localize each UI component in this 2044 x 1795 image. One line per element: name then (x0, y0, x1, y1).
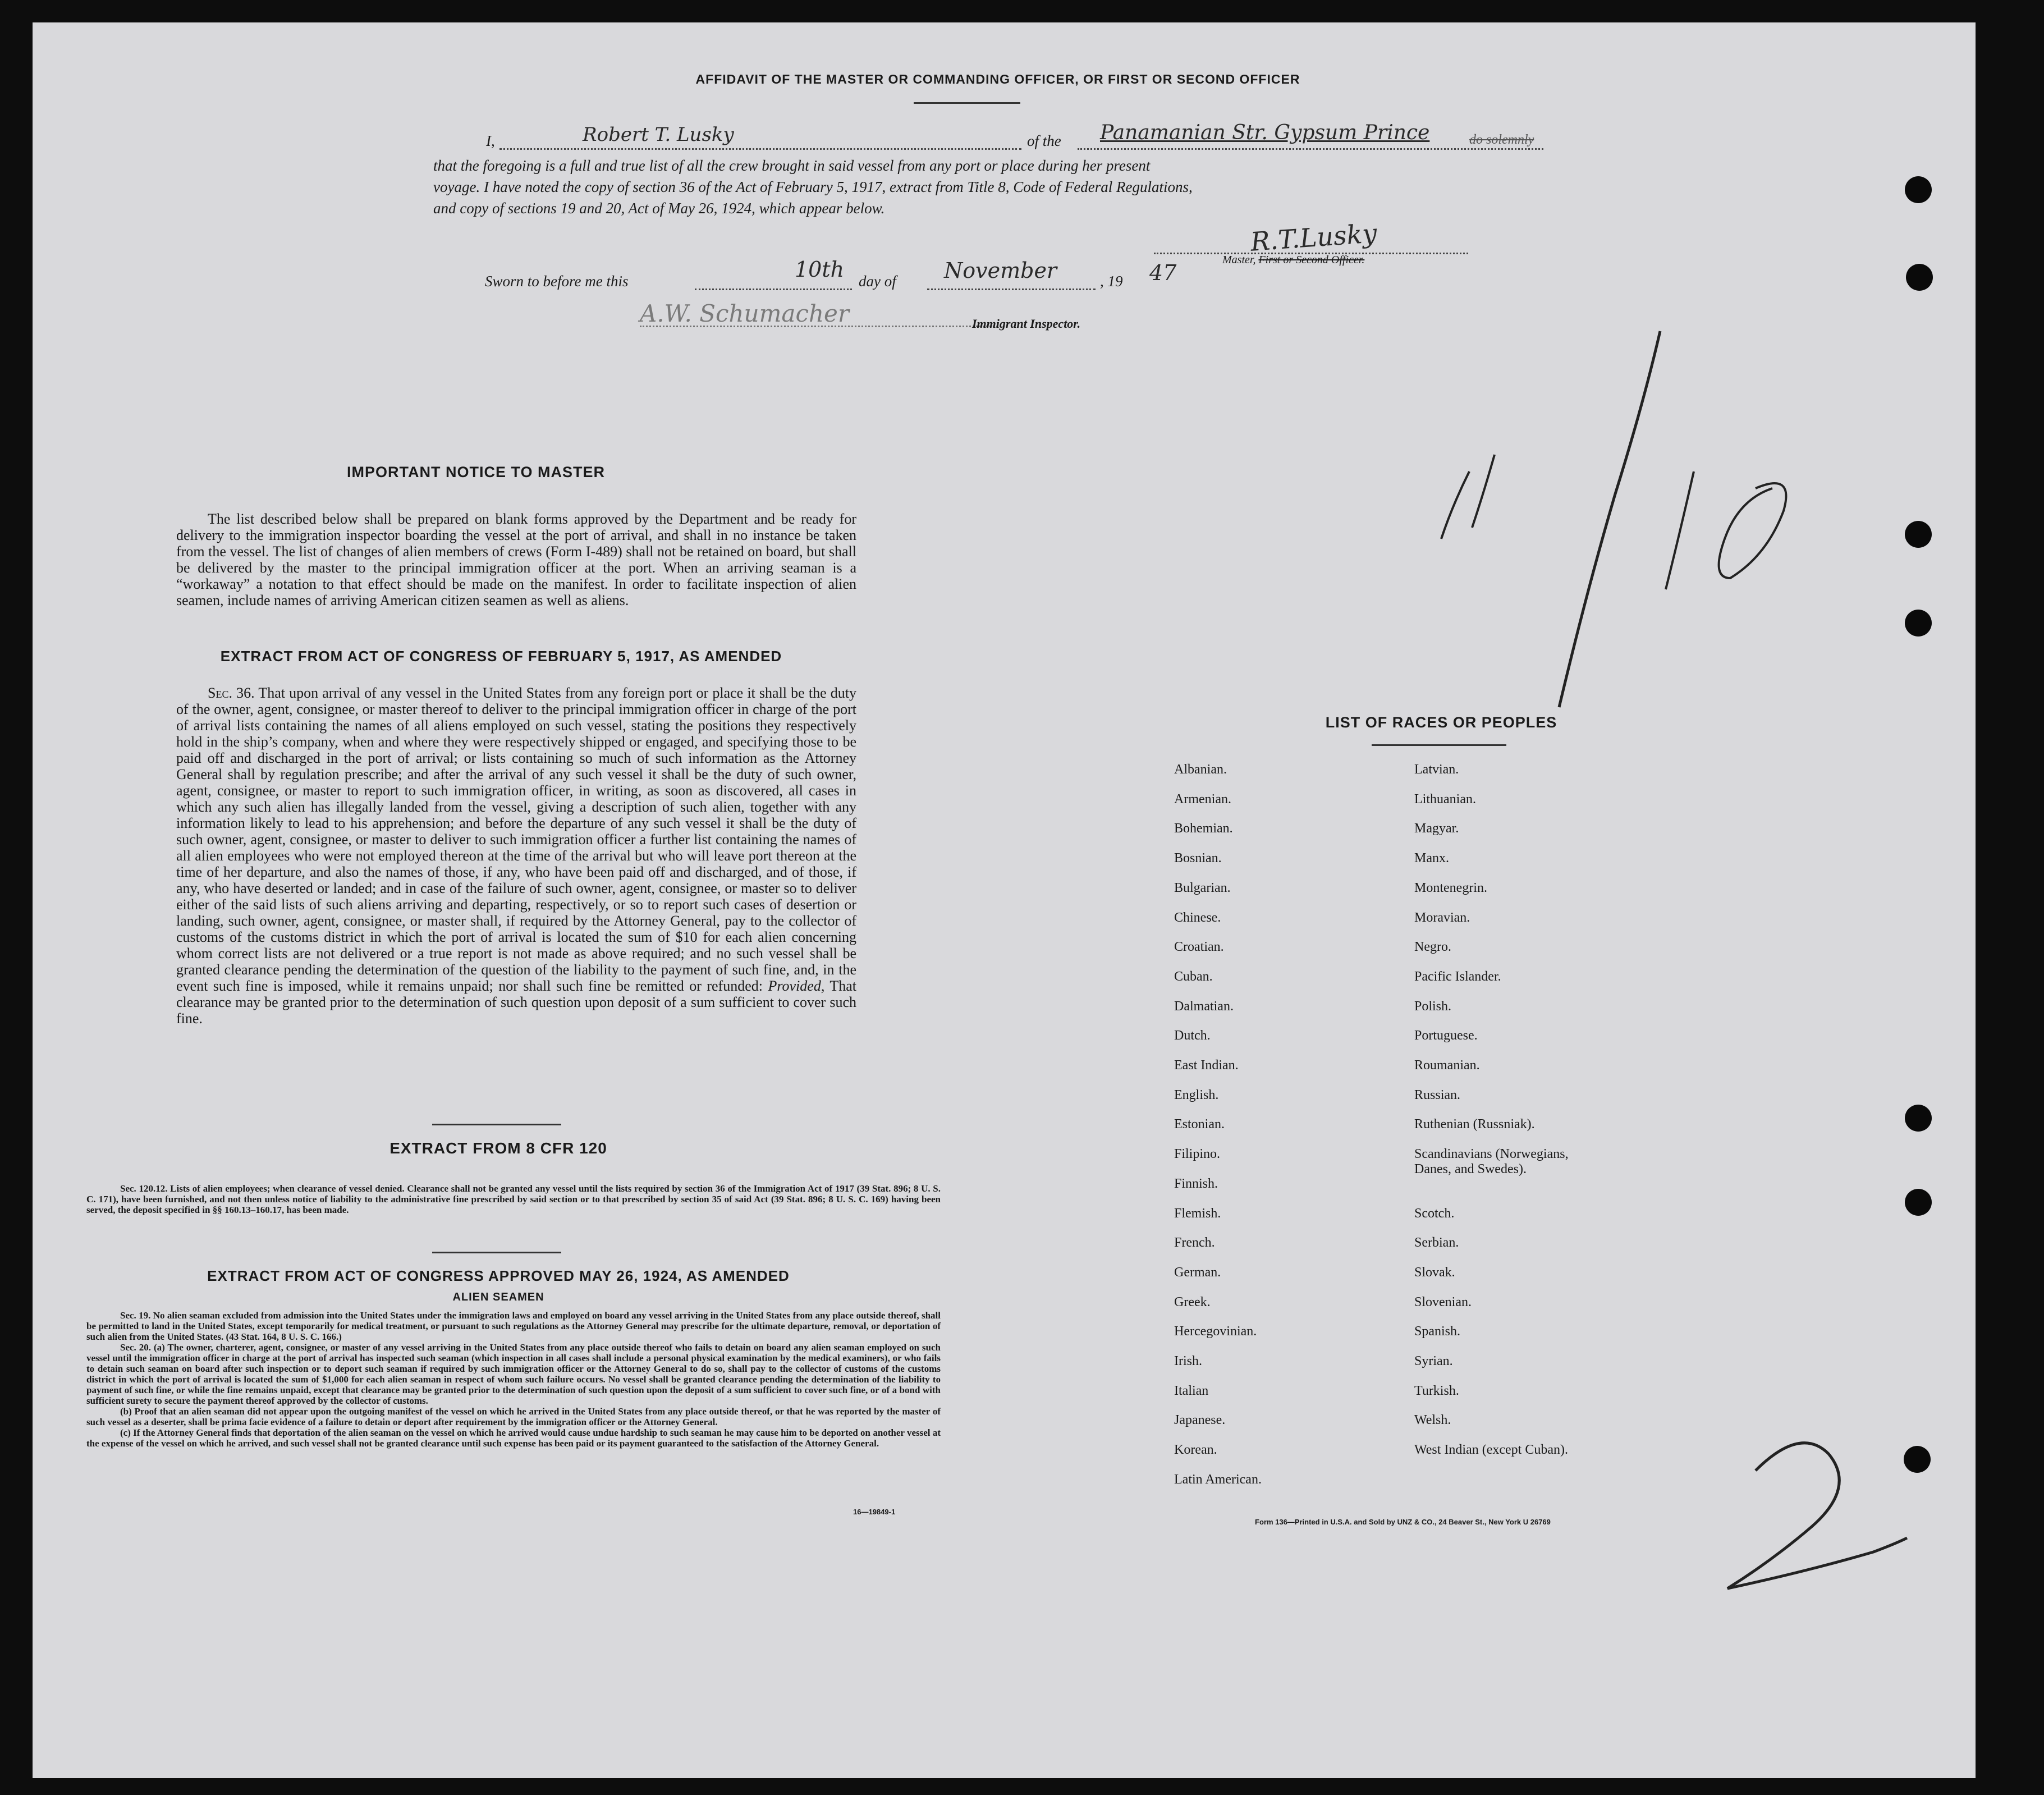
race-item: Cuban. (1174, 969, 1213, 984)
race-item: Spanish. (1414, 1324, 1461, 1339)
race-item: German. (1174, 1265, 1221, 1280)
race-item: Bulgarian. (1174, 881, 1231, 895)
extract-1924-subtitle: ALIEN SEAMEN (452, 1291, 544, 1303)
race-item: Dutch. (1174, 1028, 1211, 1043)
signer-role-struck: First or Second Officer. (1258, 254, 1365, 266)
affidavit-line-1: that the foregoing is a full and true list of all the crew brought in said vessel from any port or place during her present (433, 157, 1151, 174)
form-info: Form 136—Printed in U.S.A. and Sold by UNZ & CO., 24 Beaver St., New York U 26769 (1255, 1518, 1551, 1526)
race-item: Albanian. (1174, 762, 1227, 777)
manifest-page (33, 22, 1976, 1778)
race-item: Russian. (1414, 1088, 1461, 1102)
divider (914, 102, 1020, 104)
struck-printed-words: do solemnly (1469, 132, 1534, 147)
affidavit-title: AFFIDAVIT OF THE MASTER OR COMMANDING OFFICER, OR FIRST OR SECOND OFFICER (695, 72, 1300, 86)
punch-hole (1905, 1189, 1932, 1216)
race-item: Roumanian. (1414, 1058, 1480, 1073)
extract-cfr-title: EXTRACT FROM 8 CFR 120 (389, 1139, 607, 1157)
race-item: East Indian. (1174, 1058, 1239, 1073)
race-item: Estonian. (1174, 1117, 1225, 1132)
race-item: Lithuanian. (1414, 792, 1476, 807)
inspector-line (640, 326, 1005, 327)
day-of-label: day of (859, 273, 896, 290)
sec-36-label: Sec. 36. (208, 685, 255, 701)
notice-title: IMPORTANT NOTICE TO MASTER (347, 464, 605, 480)
punch-hole (1905, 610, 1932, 637)
affidavit-line-3: and copy of sections 19 and 20, Act of May 26, 1924, which appear below. (433, 200, 885, 217)
race-item: Negro. (1414, 940, 1451, 954)
inspector-signature: A.W. Schumacher (640, 300, 849, 327)
notice-body: The list described below shall be prepared on blank forms approved by the Department and be ready for delivery to the immigration inspector boarding the vessel at the port of arrival, and shall in no instance be taken from the vessel. The list of changes of alien members of crews (Form I-489) shall not be retained on board, but shall be delivered by the master to the principal immigration officer at the port. When an arriving seaman is a “workaway” a notation to that effect should be made on the manifest. In order to facilitate inspection of alien seamen, include names of arriving American citizen seamen as well as aliens. (176, 511, 856, 608)
master-name-handwritten: Robert T. Lusky (583, 123, 734, 146)
vessel-name-handwritten: Panamanian Str. Gypsum Prince (1100, 121, 1430, 144)
extract-1924-body (86, 1310, 941, 1449)
extract-1917-body (176, 685, 856, 1027)
sworn-label: Sworn to before me this (485, 273, 629, 290)
race-item: Dalmatian. (1174, 999, 1234, 1014)
sec-19-text: Sec. 19. No alien seaman excluded from admission into the United States under the immigration laws and employed on board any vessel arriving in the United States from any place outside thereof, shall be permitted to land in the United States, except temporarily for medical treatment, or pursuant to such regulations as the Attorney General may prescribe for the ultimate departure, removal, or deportation of such alien from the United States. (43 Stat. 164, 8 U. S. C. 166.) (86, 1310, 941, 1342)
year-prefix: , 19 (1100, 273, 1123, 290)
race-item: English. (1174, 1088, 1219, 1102)
race-item: Welsh. (1414, 1413, 1451, 1427)
race-item: Pacific Islander. (1414, 969, 1501, 984)
sec-36-text-end: That clearance may be granted prior to the determination of such question upon deposit of a sum sufficient to cover such fine. (176, 978, 857, 1027)
sec-36-text: That upon arrival of any vessel in the United States from any foreign port or place it shall be the duty of the owner, agent, consignee, or master thereof to deliver to the principal immigration officer in charge of the port of arrival lists containing the names of all aliens employed on such vessel, stating the positions they respectively hold in the ship’s company, when and where they were respectively shipped or engaged, and specifying those to be paid off and discharged in the port of arrival; or lists containing so much of such information as the Attorney General shall by regulation prescribe; and after the arrival of any such vessel it shall be the duty of such owner, agent, consignee, or master to report to such immigration officer, in writing, as soon as discovered, all cases in which any such alien has illegally landed from the vessel, giving a description of such alien, together with any information likely to lead to his apprehension; and before the departure of any such vessel it shall be the duty of such owner, agent, consignee, or master to deliver to such immigration officer a further list containing the names of all alien employees who were not employed thereon at the time of the arrival but who will leave port thereon at the time of her departure, and also the names of those, if any, who have been paid off and discharged, and of those, if any, who have deserted or landed; and in case of the failure of such owner, agent, consignee, or master so to deliver either of the said lists of such aliens arriving and departing, respectively, or so to report such cases of desertion or landing, such owner, agent, consignee, or master shall, if required by the Attorney General, pay to the collector of customs of the customs district in which the port of arrival is located the sum of $10 for each alien concerning whom correct lists are not delivered or a true report is not made as above required; and no such vessel shall be granted clearance pending the determination of the question of the liability to the payment of such fine, and, in the event such fine is imposed, while it remains unpaid; nor shall such fine be remitted or refunded: (176, 685, 857, 994)
page-fraction-annotation (1380, 326, 1828, 730)
race-item: Hercegovinian. (1174, 1324, 1257, 1339)
race-item: Korean. (1174, 1443, 1217, 1457)
signer-role-prefix: Master, (1222, 254, 1256, 266)
month-handwritten: November (944, 258, 1057, 283)
race-item: Finnish. (1174, 1176, 1218, 1191)
extract-1924-title: EXTRACT FROM ACT OF CONGRESS APPROVED MAY 26, 1924, AS AMENDED (207, 1267, 790, 1284)
race-item: Syrian. (1414, 1354, 1453, 1368)
of-the-label: of the (1027, 132, 1061, 149)
extract-cfr-body: Sec. 120.12. Lists of alien employees; when clearance of vessel denied. Clearance shall not be granted any vessel until the lists required by section 36 of the Immigration Act of 1917 (39 Stat. 896; 8 U. S. C. 171), have been furnished, and not then unless notice of liability to the administrative fine prescribed by said section or to that prescribed by section 35 of said Act (39 Stat. 896; 8 U. S. C. 169) having been served, the deposit specified in §§ 160.13–160.17, has been made. (86, 1183, 941, 1215)
affidavit-line-2: voyage. I have noted the copy of section 36 of the Act of February 5, 1917, extract from Title 8, Code of Federal Regulations, (433, 178, 1193, 195)
race-item: Bosnian. (1174, 851, 1222, 866)
extract-1917-title: EXTRACT FROM ACT OF CONGRESS OF FEBRUARY 5, 1917, AS AMENDED (220, 648, 782, 665)
day-line (695, 289, 852, 290)
print-code: 16—19849-1 (853, 1508, 896, 1516)
races-title: LIST OF RACES OR PEOPLES (1325, 714, 1557, 731)
race-item: Slovenian. (1414, 1295, 1472, 1309)
race-item: Montenegrin. (1414, 881, 1487, 895)
race-item: Ruthenian (Russniak). (1414, 1117, 1535, 1132)
race-item: Scandinavians (Norwegians, Danes, and Swedes). (1414, 1147, 1569, 1176)
signer-role-label (1222, 254, 1364, 267)
sec-20c-text: (c) If the Attorney General finds that deportation of the alien seaman on the vessel on which he arrived would cause undue hardship to such seaman he may cause him to be deported on another vessel at the expense of the vessel on which he arrived, and such vessel shall not be granted clearance until such expense has been paid or its payment guaranteed to the satisfaction of the Attorney General. (86, 1427, 941, 1449)
race-item: Polish. (1414, 999, 1452, 1014)
race-item: Magyar. (1414, 821, 1459, 836)
race-item: Flemish. (1174, 1206, 1221, 1221)
punch-hole (1905, 521, 1932, 548)
race-item: Chinese. (1174, 910, 1221, 925)
punch-hole (1905, 176, 1932, 203)
divider (1372, 744, 1506, 746)
race-item: Scotch. (1414, 1206, 1455, 1221)
page-number-annotation (1694, 1431, 1930, 1600)
divider (432, 1252, 561, 1253)
race-item: Manx. (1414, 851, 1449, 866)
race-item: Croatian. (1174, 940, 1224, 954)
race-item: Latvian. (1414, 762, 1459, 777)
divider (432, 1124, 561, 1125)
master-signature: R.T.Lusky (1249, 218, 1378, 257)
race-item: Slovak. (1414, 1265, 1455, 1280)
race-item: Japanese. (1174, 1413, 1226, 1427)
race-item: West Indian (except Cuban). (1414, 1443, 1568, 1457)
race-item: Moravian. (1414, 910, 1470, 925)
year-handwritten: 47 (1149, 260, 1177, 285)
punch-hole (1905, 1105, 1932, 1132)
race-item: Portuguese. (1414, 1028, 1478, 1043)
race-item: Serbian. (1414, 1235, 1459, 1250)
punch-hole (1906, 264, 1933, 291)
race-item: Irish. (1174, 1354, 1202, 1368)
inspector-title: Immigrant Inspector. (972, 317, 1081, 331)
month-line (927, 289, 1096, 290)
race-item: Bohemian. (1174, 821, 1233, 836)
sec-20a-text: Sec. 20. (a) The owner, charterer, agent, consignee, or master of any vessel arriving in the United States from any place outside thereof who fails to detain on board any alien seaman employed on such vessel until the immigration officer in charge at the port of arrival has inspected such seaman (which inspection in all cases shall include a personal physical examination by the medical examiners), or who fails to detain such seaman on board after such inspection or to deport such seaman if required by such immigration officer or the Attorney General to do so, shall pay to the collector of customs of the customs district in which the port of arrival is located the sum of $1,000 for each alien seaman in respect of whom such failure occurs. No vessel shall be granted clearance pending the determination of the liability to payment of such fine, or while the fine remains unpaid, except that clearance may be granted prior to the determination of such question upon the deposit of a sum sufficient to cover such fine, or of a bond with sufficient surety to secure the payment thereof approved by the collector of customs. (86, 1342, 941, 1406)
race-item: Armenian. (1174, 792, 1231, 807)
race-item: Italian (1174, 1384, 1209, 1398)
race-item: Greek. (1174, 1295, 1211, 1309)
day-handwritten: 10th (795, 257, 845, 282)
affidavit-pronoun: I, (486, 132, 495, 149)
proviso-word: Provided, (768, 978, 825, 994)
race-item: Latin American. (1174, 1472, 1262, 1487)
vessel-line (1078, 148, 1543, 150)
race-item: Turkish. (1414, 1384, 1459, 1398)
name-line (499, 148, 1021, 150)
race-item: Filipino. (1174, 1147, 1221, 1161)
race-item: French. (1174, 1235, 1215, 1250)
sec-20b-text: (b) Proof that an alien seaman did not appear upon the outgoing manifest of the vessel on which he arrived in the United States from any place outside thereof, or that he was reported by the master of such vessel as a deserter, shall be prima facie evidence of a failure to detain or deport after requirement by the immigration officer or the Attorney General. (86, 1406, 941, 1427)
